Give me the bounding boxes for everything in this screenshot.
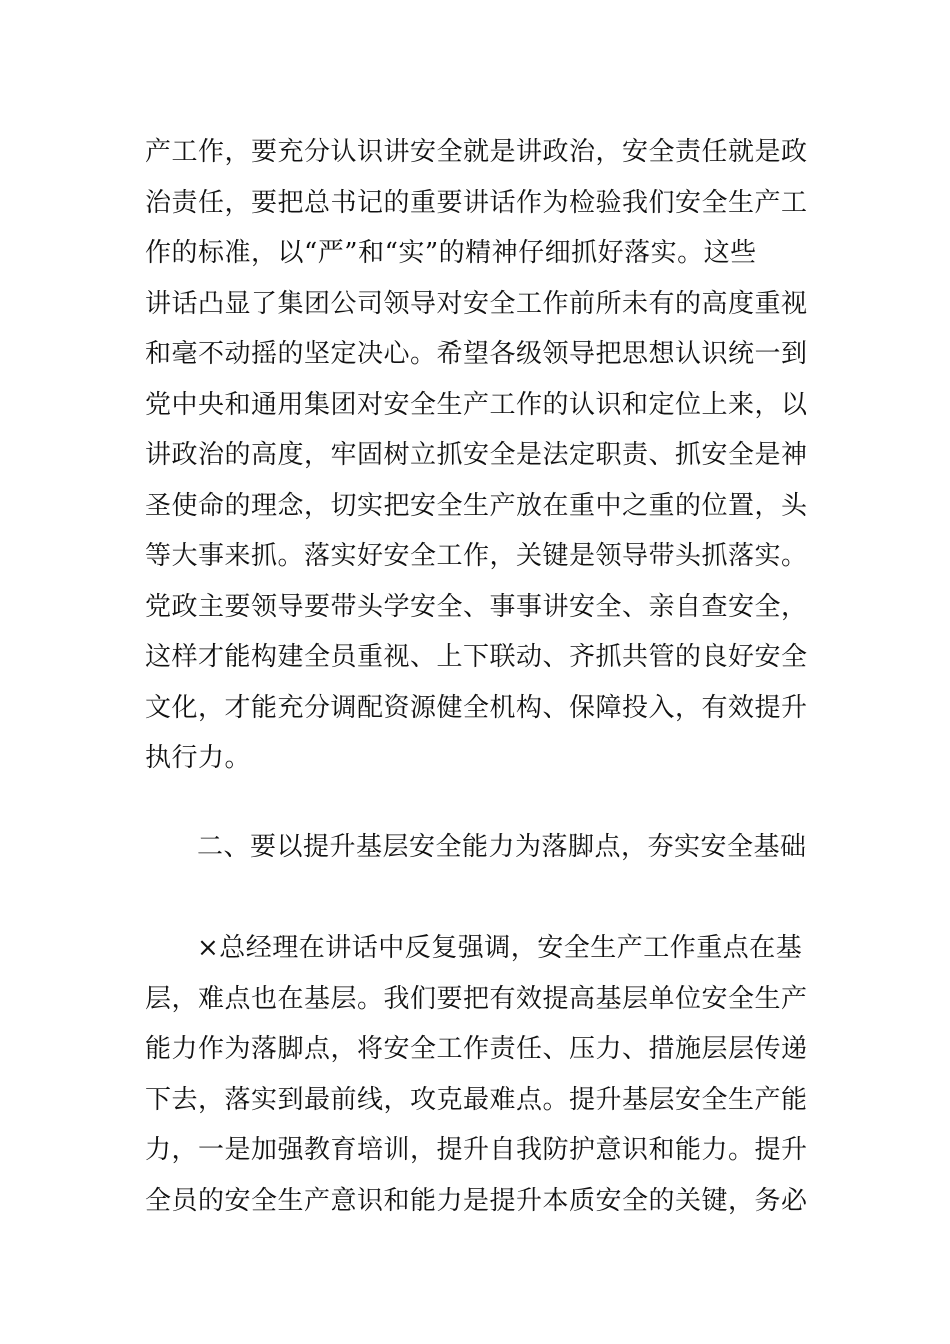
section-heading-text: 二、要以提升基层安全能力为落脚点，夯实安全基础 <box>197 832 807 862</box>
paragraph-line: 作的标准，以“严”和“实”的精神仔细抓好落实。这些 <box>145 238 757 268</box>
paragraph-line: 这样才能构建全员重视、上下联动、齐抓共管的良好安全 <box>145 642 808 672</box>
paragraph-line: 能力作为落脚点，将安全工作责任、压力、措施层层传递 <box>145 1034 808 1064</box>
paragraph-line: 产工作，要充分认识讲安全就是讲政治，安全责任就是政 <box>145 137 808 167</box>
paragraph-line: ×总经理在讲话中反复强调，安全生产工作重点在基 <box>197 933 803 963</box>
paragraph-line: 全员的安全生产意识和能力是提升本质安全的关键，务必 <box>145 1185 808 1216</box>
paragraph-1 <box>145 127 810 784</box>
section-heading <box>145 822 810 873</box>
paragraph-line: 执行力。 <box>145 743 252 773</box>
paragraph-line: 力，一是加强教育培训，提升自我防护意识和能力。提升 <box>145 1135 808 1165</box>
paragraph-line: 讲政治的高度，牢固树立抓安全是法定职责、抓安全是神 <box>145 440 808 470</box>
paragraph-line: 治责任，要把总书记的重要讲话作为检验我们安全生产工 <box>145 187 808 218</box>
paragraph-line: 等大事来抓。落实好安全工作，关键是领导带头抓落实。 <box>145 541 808 571</box>
paragraph-line: 党政主要领导要带头学安全、事事讲安全、亲自查安全， <box>145 591 808 622</box>
paragraph-line: 层，难点也在基层。我们要把有效提高基层单位安全生产 <box>145 983 808 1014</box>
paragraph-line: 圣使命的理念，切实把安全生产放在重中之重的位置，头 <box>145 490 808 521</box>
paragraph-2 <box>145 923 810 1226</box>
paragraph-line: 下去，落实到最前线，攻克最难点。提升基层安全生产能 <box>145 1084 808 1115</box>
paragraph-line: 和毫不动摇的坚定决心。希望各级领导把思想认识统一到 <box>145 339 808 369</box>
paragraph-line: 文化，才能充分调配资源健全机构、保障投入，有效提升 <box>145 692 808 723</box>
paragraph-line: 讲话凸显了集团公司领导对安全工作前所未有的高度重视 <box>145 288 808 319</box>
paragraph-line: 党中央和通用集团对安全生产工作的认识和定位上来，以 <box>145 389 808 420</box>
